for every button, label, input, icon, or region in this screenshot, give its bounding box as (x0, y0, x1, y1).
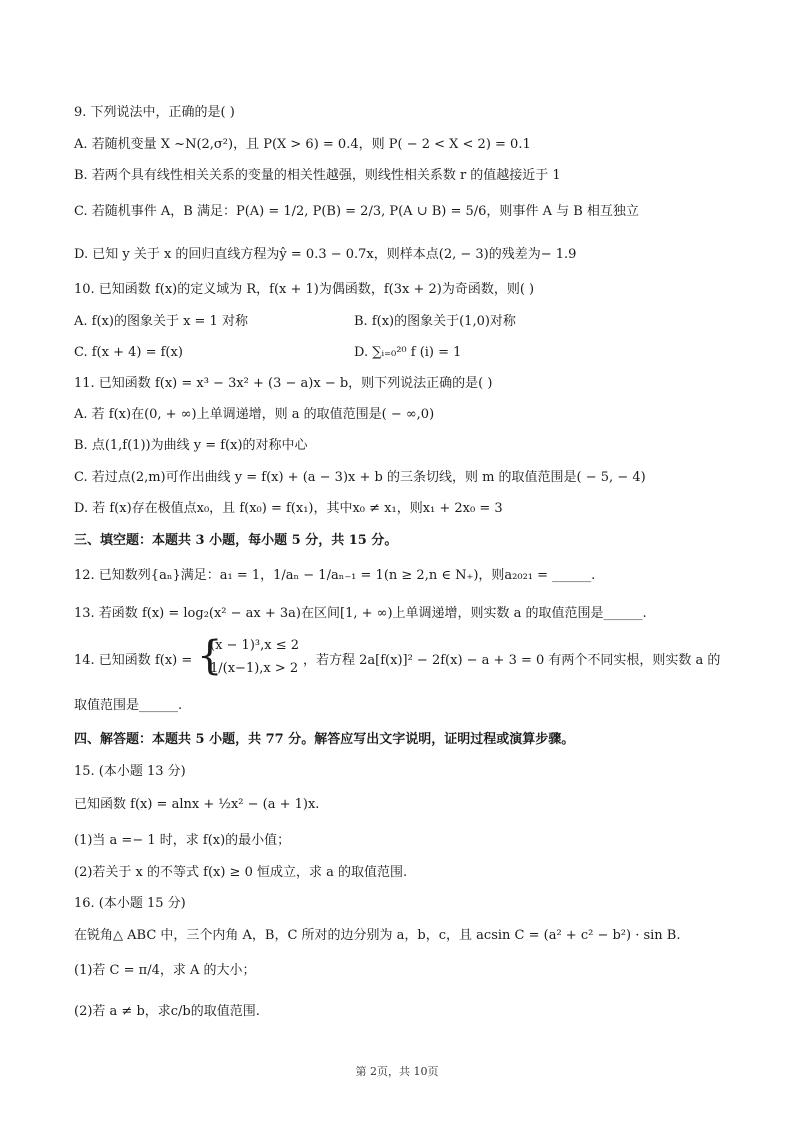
q9-option-a: A. 若随机变量 X ~N(2,σ²)，且 P(X > 6) = 0.4，则 P( − 2 < X < 2) = 0.1 (74, 137, 531, 152)
section-4-heading: 四、解答题：本题共 5 小题，共 77 分。解答应写出文字说明，证明过程或演算步骤。 (74, 732, 575, 747)
q14-piece-1: (x − 1)³,x ≤ 2 (210, 638, 300, 653)
q13: 13. 若函数 f(x) = log₂(x² − ax + 3a)在区间[1, + ∞)上单调递增，则实数 a 的取值范围是______. (74, 606, 647, 621)
q9-option-b: B. 若两个具有线性相关关系的变量的相关性越强，则线性相关系数 r 的值越接近于 1 (74, 168, 561, 183)
q11-option-d: D. 若 f(x)存在极值点x₀，且 f(x₀) = f(x₁)，其中x₀ ≠ x₁，则x₁ + 2x₀ = 3 (74, 501, 503, 516)
q14-tail: ，若方程 2a[f(x)]² − 2f(x) − a + 3 = 0 有两个不同实根，则实数 a 的 (303, 653, 721, 668)
section-3-heading: 三、填空题：本题共 3 小题，每小题 5 分，共 15 分。 (74, 533, 398, 548)
q9-option-c: C. 若随机事件 A，B 满足：P(A) = 1/2, P(B) = 2/3, P(A ∪ B) = 5/6，则事件 A 与 B 相互独立 (74, 204, 639, 219)
q14-continuation: 取值范围是______. (74, 698, 183, 713)
q10-option-d: D. ∑ᵢ₌₀²⁰ f (i) = 1 (354, 345, 462, 360)
q14-piece-2: 1/(x−1),x > 2 (210, 661, 299, 676)
q9-option-d: D. 已知 y 关于 x 的回归直线方程为ŷ = 0.3 − 0.7x，则样本点(2, − 3)的残差为− 1.9 (74, 247, 577, 262)
q16-part-2: (2)若 a ≠ b，求c/b的取值范围. (74, 1004, 260, 1019)
q11-option-c: C. 若过点(2,m)可作出曲线 y = f(x) + (a − 3)x + b 的三条切线，则 m 的取值范围是( − 5, − 4) (74, 470, 646, 485)
q14-lead: 14. 已知函数 f(x) = (74, 653, 193, 668)
q15-heading: 15. (本小题 13 分) (74, 764, 186, 779)
q10-stem: 10. 已知函数 f(x)的定义域为 R，f(x + 1)为偶函数，f(3x + 2)为奇函数，则( ) (74, 282, 535, 297)
page-footer: 第 2页，共 10页 (355, 1065, 439, 1078)
q14-brace: { (197, 633, 223, 679)
q15-part-1: (1)当 a =− 1 时，求 f(x)的最小值； (74, 833, 291, 848)
q11-option-a: A. 若 f(x)在(0, + ∞)上单调递增，则 a 的取值范围是( − ∞,0) (74, 407, 435, 422)
q10-option-b: B. f(x)的图象关于(1,0)对称 (354, 314, 516, 329)
q10-option-c: C. f(x + 4) = f(x) (74, 345, 183, 360)
q12: 12. 已知数列{aₙ}满足：a₁ = 1，1/aₙ − 1/aₙ₋₁ = 1(n ≥ 2,n ∈ N₊)，则a₂₀₂₁ = ______. (74, 568, 596, 583)
q15-given: 已知函数 f(x) = alnx + ½x² − (a + 1)x. (74, 797, 320, 812)
q11-stem: 11. 已知函数 f(x) = x³ − 3x² + (3 − a)x − b，则下列说法正确的是( ) (74, 376, 493, 391)
q16-given: 在锐角△ ABC 中，三个内角 A，B，C 所对的边分别为 a，b，c，且 acsin C = (a² + c² − b²) · sin B. (74, 928, 681, 943)
q16-heading: 16. (本小题 15 分) (74, 896, 186, 911)
q16-part-1: (1)若 C = π/4，求 A 的大小； (74, 963, 256, 978)
q10-option-a: A. f(x)的图象关于 x = 1 对称 (74, 314, 248, 329)
q9-stem: 9. 下列说法中，正确的是( ) (74, 105, 235, 120)
q11-option-b: B. 点(1,f(1))为曲线 y = f(x)的对称中心 (74, 438, 308, 453)
q15-part-2: (2)若关于 x 的不等式 f(x) ≥ 0 恒成立，求 a 的取值范围. (74, 865, 408, 880)
